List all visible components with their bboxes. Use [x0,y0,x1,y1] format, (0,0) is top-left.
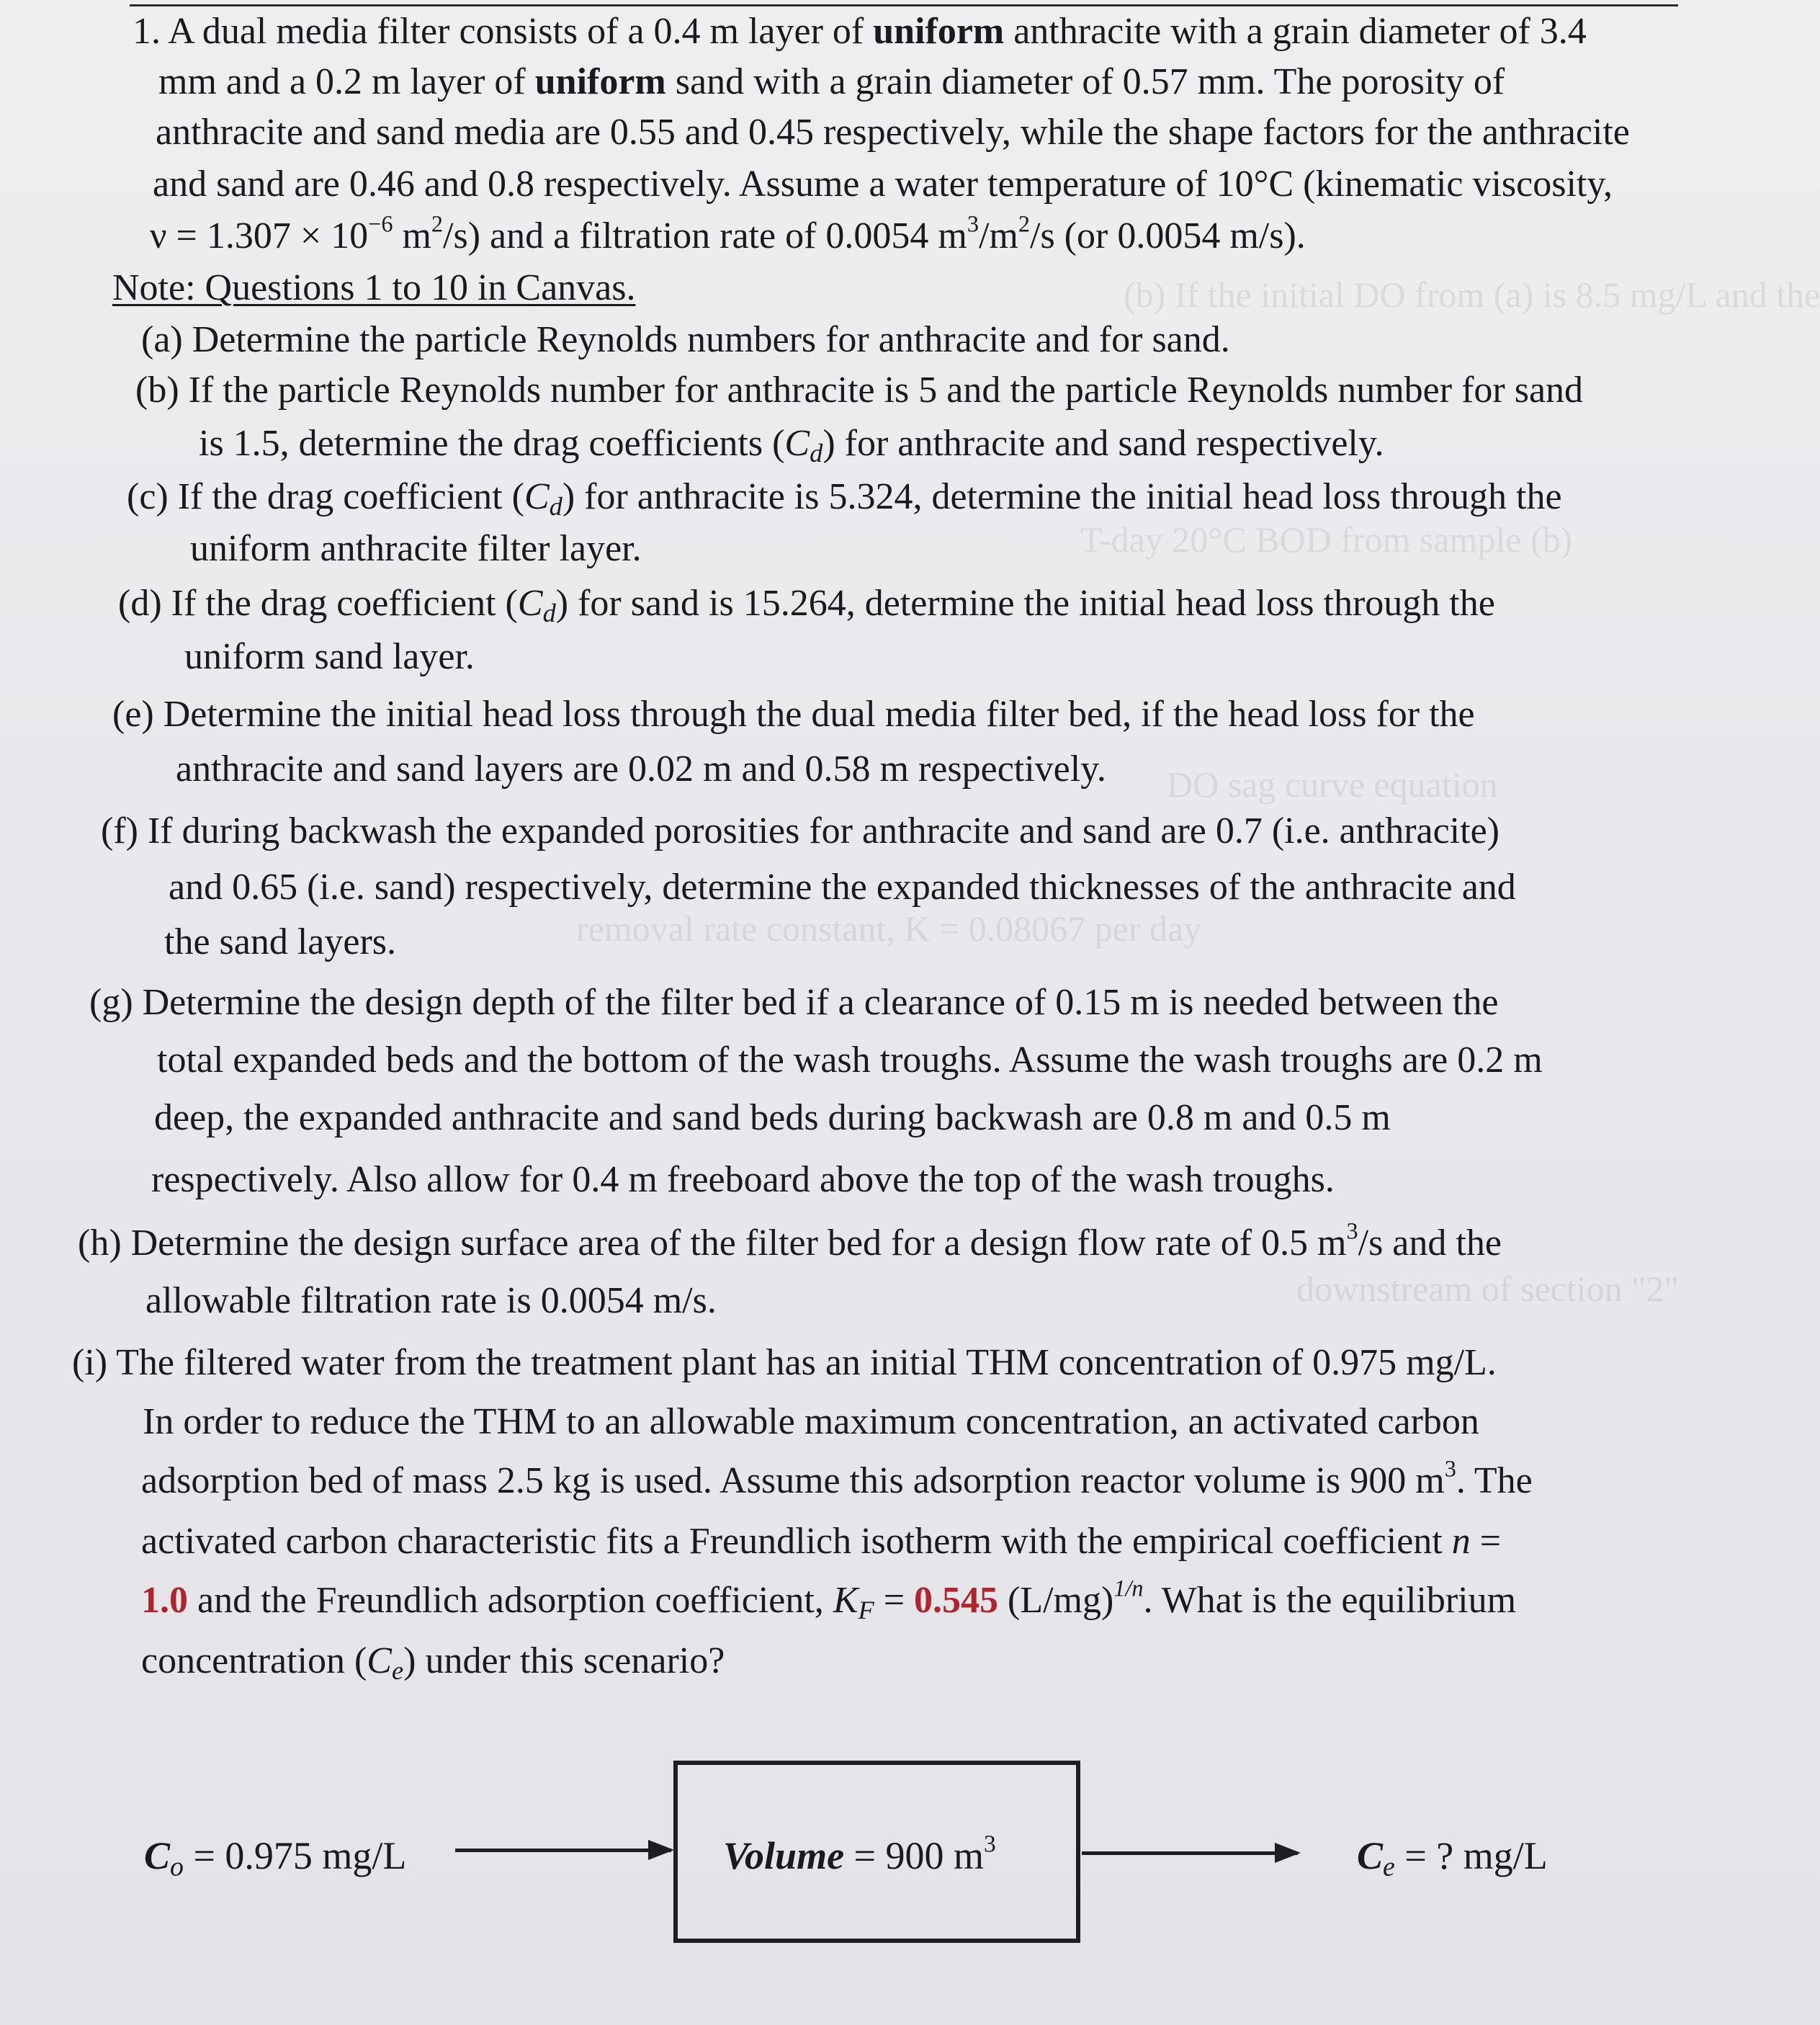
part-b-line-2: is 1.5, determine the drag coefficients $(C_d)$ for anthracite and sand respectively. [199,423,1384,468]
show-through: (b) If the initial DO from (a) is 8.5 mg/L and the [1124,274,1820,315]
part-f-line-3: the sand layers. [164,921,397,962]
outflow-arrow [1082,1851,1298,1855]
show-through: T-day 20°C BOD from sample (b) [1080,519,1573,560]
show-through: downstream of section "2" [1296,1269,1679,1309]
part-i-line-3: adsorption bed of mass 2.5 kg is used. Assume this adsorption reactor volume is 900 $m^3$. The [141,1455,1533,1501]
part-d-line-1: (d) If the drag coefficient $(C_d)$ for sand is 15.264, determine the initial head loss through the [118,583,1495,628]
part-e-line-1: (e) Determine the initial head loss through the dual media filter bed, if the head loss for the [112,694,1475,735]
show-through: DO sag curve equation [1167,764,1498,805]
part-i-line-1: (i) The filtered water from the treatment plant has an initial THM concentration of 0.975 mg/L. [72,1342,1497,1383]
part-i-line-6: concentration $(C_e)$ under this scenario? [141,1640,725,1686]
influent-concentration-label: $C_o = 0.975$ mg/L [144,1834,407,1882]
part-f-line-1: (f) If during backwash the expanded porosities for anthracite and sand are 0.7 (i.e. anthracite) [101,810,1500,851]
part-c-line-2: uniform anthracite filter layer. [190,528,642,569]
show-through: removal rate constant, K = 0.08067 per day [576,908,1202,949]
part-c-line-1: (c) If the drag coefficient $(C_d)$ for anthracite is 5.324, determine the initial head loss through the [127,476,1562,522]
problem-line-4: and sand are 0.46 and 0.8 respectively. Assume a water temperature of 10°C (kinematic viscosity, [153,164,1613,205]
part-g-line-4: respectively. Also allow for 0.4 m freeboard above the top of the wash troughs. [151,1159,1335,1200]
part-i-line-2: In order to reduce the THM to an allowable maximum concentration, an activated carbon [143,1401,1479,1442]
part-b-line-1: (b) If the particle Reynolds number for anthracite is 5 and the particle Reynolds number for sand [135,370,1584,411]
part-h-line-1: (h) Determine the design surface area of the filter bed for a design flow rate of 0.5 $m^3/s$ and the [78,1217,1502,1264]
problem-line-3: anthracite and sand media are 0.55 and 0.45 respectively, while the shape factors for the anthracite [156,112,1630,153]
part-f-line-2: and 0.65 (i.e. sand) respectively, determine the expanded thicknesses of the anthracite and [169,867,1516,908]
part-d-line-2: uniform sand layer. [184,636,475,677]
part-h-line-2: allowable filtration rate is 0.0054 m/s. [145,1280,717,1321]
top-rule [130,4,1678,6]
problem-line-2: mm and a 0.2 m layer of uniform sand with a grain diameter of 0.57 mm. The porosity of [158,61,1505,102]
inflow-arrow [455,1849,671,1852]
effluent-concentration-label: $C_e$ = ? mg/L [1357,1834,1548,1882]
part-i-line-4: activated carbon characteristic fits a Freundlich isotherm with the empirical coefficient n = [141,1521,1502,1562]
part-e-line-2: anthracite and sand layers are 0.02 m and 0.58 m respectively. [176,748,1106,790]
canvas-note: Note: Questions 1 to 10 in Canvas. [112,267,636,308]
part-i-line-5: 1.0 and the Freundlich adsorption coefficient, $K_F = 0.545$ $(L/mg)^{1/n}$. What is the equilibrium [141,1575,1517,1625]
reactor-volume-label: Volume = 900 $m^3$ [723,1830,996,1877]
part-a: (a) Determine the particle Reynolds numbers for anthracite and for sand. [141,319,1230,360]
part-g-line-1: (g) Determine the design depth of the filter bed if a clearance of 0.15 m is needed between the [89,982,1499,1023]
problem-line-5: $\nu = 1.307 \times 10^{-6}$ $m^2/s$) and a filtration rate of 0.0054 $m^3/m^2/s$ (or 0.0054 m/s). [150,210,1306,256]
problem-line-1: 1. A dual media filter consists of a 0.4 m layer of uniform anthracite with a grain diameter of 3.4 [133,11,1587,52]
part-g-line-2: total expanded beds and the bottom of the wash troughs. Assume the wash troughs are 0.2 m [157,1040,1543,1081]
part-g-line-3: deep, the expanded anthracite and sand beds during backwash are 0.8 m and 0.5 m [154,1097,1391,1138]
